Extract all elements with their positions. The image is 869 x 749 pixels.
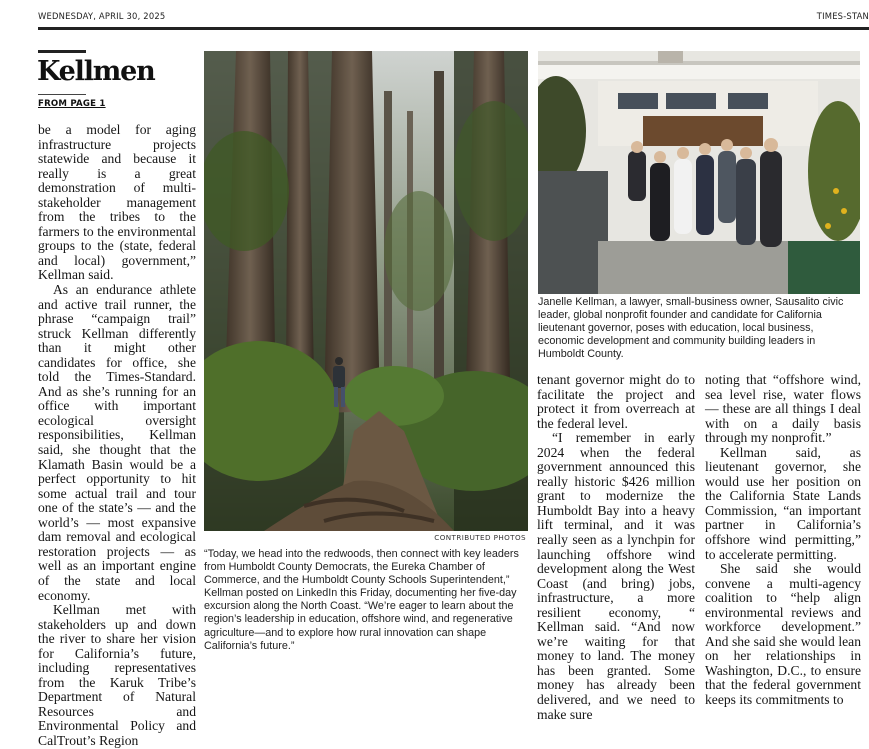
redwood-trail-photo <box>204 51 528 531</box>
paragraph: tenant governor might do to facilitate the project and protect it from overreach at the federal level. <box>537 372 695 431</box>
paragraph: be a model for aging infrastructure projects statewide and because it really is a great demonstration of multi-stakeholder management from the tribes to the farmers to the environmental groups to the (state, federal and local) government,” Kellman said. <box>38 122 196 283</box>
story-headline: Kellmen <box>37 56 155 87</box>
photo-credit: CONTRIBUTED PHOTOS <box>434 533 526 542</box>
paragraph: noting that “offshore wind, sea level rise, water flows — these are all things I deal with on a daily basis through my nonprofit.” <box>705 372 861 446</box>
article-column-2 <box>537 373 695 722</box>
publication-name: TIMES-STAN <box>816 11 869 21</box>
jump-from-page-link[interactable]: FROM PAGE 1 <box>38 99 106 109</box>
header-rule <box>38 27 869 30</box>
photo-caption-trail: “Today, we head into the redwoods, then connect with key leaders from Humboldt County Democrats, the Eureka Chamber of Commerce, and the Humboldt County Schools Superintendent,” Kellman posted on LinkedIn this Friday, documenting her five-day excursion along the North Coast. “We’re eager to learn about the region’s leadership in education, offshore wind, and regenerative agriculture—and to explore how rural innovation can shape California’s future.” <box>204 548 519 652</box>
issue-date: WEDNESDAY, APRIL 30, 2025 <box>38 11 166 21</box>
running-header <box>38 11 869 25</box>
paragraph: Kellman said, as lieutenant governor, she would use her position on the California State Lands Commission, “an important partner in California’s offshore wind permitting,” to accelerate permitting. <box>705 444 861 562</box>
paragraph: She said she would convene a multi-agency coalition to “help align environmental reviews and workforce development.” And she said she would lean on her relationships in Washington, D.C., to ensure that the federal government keeps its commitments to <box>705 561 861 708</box>
paragraph: Kellman met with stakeholders up and down the river to share her vision for California’s future, including representatives from the Karuk Tribe’s Department of Natural Resources and Environmental Policy and CalTrout’s Region <box>38 602 196 748</box>
headline-underline <box>38 94 86 95</box>
article-column-3 <box>705 373 861 708</box>
paragraph: “I remember in early 2024 when the federal government announced this really historic $426 million grant to modernize the Humboldt Bay into a heavy lift terminal, and it was really seen as a lynchpin for launching offshore wind development along the West Coast (and bring) jobs, infrastructure, a more resilient economy, “ Kellman said. “And now we’re waiting for that money to land. The money has been granted. Some money has already been delivered, and we need to make sure <box>537 430 695 722</box>
paragraph: As an endurance athlete and active trail runner, the phrase “campaign trail” struck Kellman differently than it might other candidates for office, she told the Times-Standard. And as she’s running for an office with important ecological oversight responsibilities, Kellman said, she thought that the Klamath Basin would be a perfect opportunity to hit some actual trail and tour one of the state’s — and the world’s — most expansive dam removal and ecological restoration projects — as well as an important engine of the state and local economy. <box>38 282 196 603</box>
article-column-1 <box>38 123 196 749</box>
headline-accent-bar <box>38 50 86 53</box>
group-photo <box>538 51 860 294</box>
photo-caption-group: Janelle Kellman, a lawyer, small-business owner, Sausalito civic leader, global nonprofit founder and candidate for California lieutenant governor, poses with education, local business, economic development and community building leaders in Humboldt County. <box>538 296 844 361</box>
